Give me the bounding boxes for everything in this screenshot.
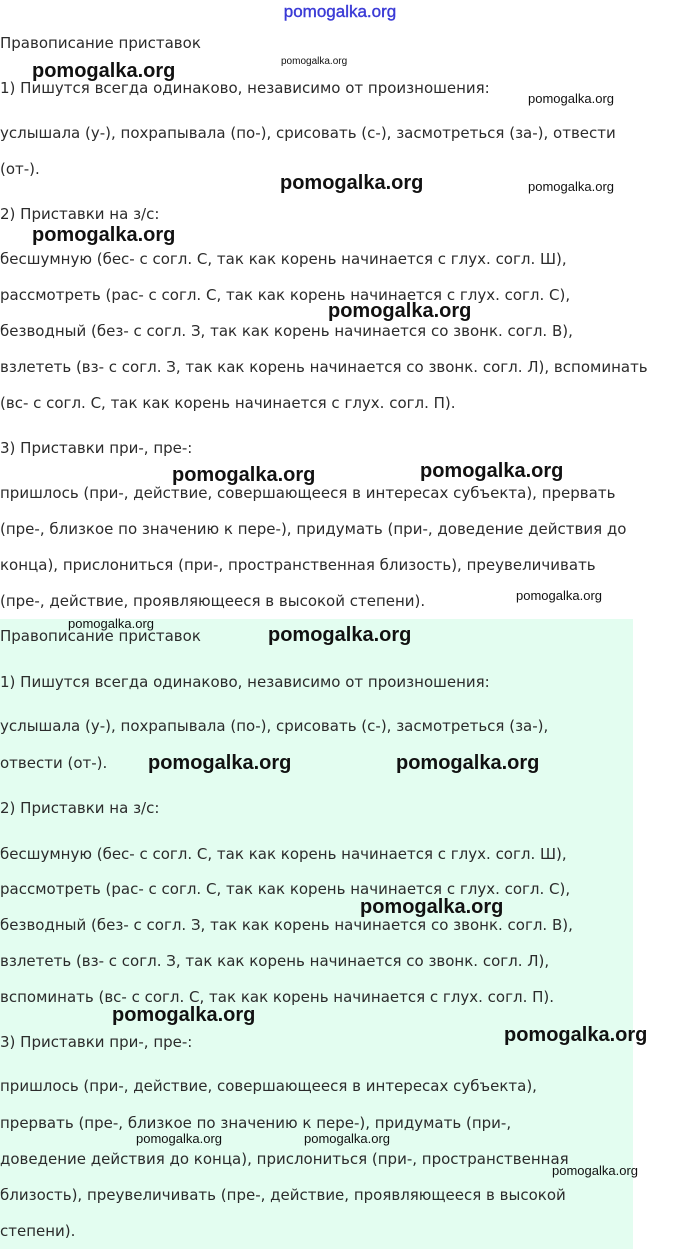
section2-title: Правописание приставок: [0, 627, 201, 645]
section2-line: услышала (у-), похрапывала (по-), срисовать (с-), засмотреться (за-),: [0, 717, 549, 735]
section2-line: 3) Приставки при-, пре-:: [0, 1033, 193, 1051]
watermark: pomogalka.org: [32, 60, 176, 82]
section1-line: (от-).: [0, 160, 40, 178]
section2-line: бесшумную (бес- с согл. С, так как корень начинается с глух. согл. Ш),: [0, 845, 567, 863]
watermark: pomogalka.org: [516, 588, 602, 603]
watermark: pomogalka.org: [304, 1131, 390, 1146]
watermark: pomogalka.org: [360, 896, 504, 918]
section2-line: безводный (без- с согл. З, так как корень начинается со звонк. согл. В),: [0, 916, 573, 934]
section2-line: рассмотреть (рас- с согл. С, так как корень начинается с глух. согл. С),: [0, 880, 571, 898]
section1-line: 2) Приставки на з/с:: [0, 205, 160, 223]
section2-line: 2) Приставки на з/с:: [0, 799, 160, 817]
section1-title: Правописание приставок: [0, 34, 201, 52]
watermark: pomogalka.org: [148, 752, 292, 774]
section2-line: 1) Пишутся всегда одинаково, независимо от произношения:: [0, 673, 490, 691]
section2-line: прервать (пре-, близкое по значению к пере-), придумать (при-,: [0, 1114, 512, 1132]
watermark: pomogalka.org: [281, 56, 348, 67]
watermark: pomogalka.org: [552, 1163, 638, 1178]
section1-line: 3) Приставки при-, пре-:: [0, 439, 193, 457]
watermark: pomogalka.org: [32, 224, 176, 246]
section1-line: услышала (у-), похрапывала (по-), срисовать (с-), засмотреться (за-), отвести: [0, 124, 616, 142]
section2-line: степени).: [0, 1222, 76, 1240]
site-link[interactable]: pomogalka.org: [283, 2, 397, 21]
section1-line: взлететь (вз- с согл. З, так как корень начинается со звонк. согл. Л), вспоминать: [0, 358, 648, 376]
section2-line: взлететь (вз- с согл. З, так как корень начинается со звонк. согл. Л),: [0, 952, 550, 970]
watermark: pomogalka.org: [112, 1004, 256, 1026]
section1-line: (пре-, близкое по значению к пере-), придумать (при-, доведение действия до: [0, 520, 627, 538]
watermark: pomogalka.org: [504, 1024, 648, 1046]
section1-line: (вс- с согл. С, так как корень начинается с глух. согл. П).: [0, 394, 456, 412]
section2-line: отвести (от-).: [0, 754, 108, 772]
section1-line: безводный (без- с согл. З, так как корень начинается со звонк. согл. В),: [0, 322, 573, 340]
watermark: pomogalka.org: [268, 624, 412, 646]
watermark: pomogalka.org: [136, 1131, 222, 1146]
section2-line: вспоминать (вс- с согл. С, так как корень начинается с глух. согл. П).: [0, 988, 555, 1006]
section1-line: (пре-, действие, проявляющееся в высокой степени).: [0, 592, 426, 610]
section1-line: пришлось (при-, действие, совершающееся в интересах субъекта), прервать: [0, 484, 616, 502]
section2-line: пришлось (при-, действие, совершающееся в интересах субъекта),: [0, 1077, 537, 1095]
section1-line: 1) Пишутся всегда одинаково, независимо от произношения:: [0, 79, 490, 97]
watermark: pomogalka.org: [528, 91, 614, 106]
watermark: pomogalka.org: [528, 179, 614, 194]
watermark: pomogalka.org: [396, 752, 540, 774]
section2-line: доведение действия до конца), прислониться (при-, пространственная: [0, 1150, 569, 1168]
section1-line: рассмотреть (рас- с согл. С, так как корень начинается с глух. согл. С),: [0, 286, 571, 304]
watermark: pomogalka.org: [328, 300, 472, 322]
watermark: pomogalka.org: [280, 172, 424, 194]
watermark: pomogalka.org: [68, 616, 154, 631]
section1-line: бесшумную (бес- с согл. С, так как корень начинается с глух. согл. Ш),: [0, 250, 567, 268]
section2-line: близость), преувеличивать (пре-, действие, проявляющееся в высокой: [0, 1186, 566, 1204]
section1-line: конца), прислониться (при-, пространственная близость), преувеличивать: [0, 556, 596, 574]
watermark: pomogalka.org: [172, 464, 316, 486]
watermark: pomogalka.org: [420, 460, 564, 482]
